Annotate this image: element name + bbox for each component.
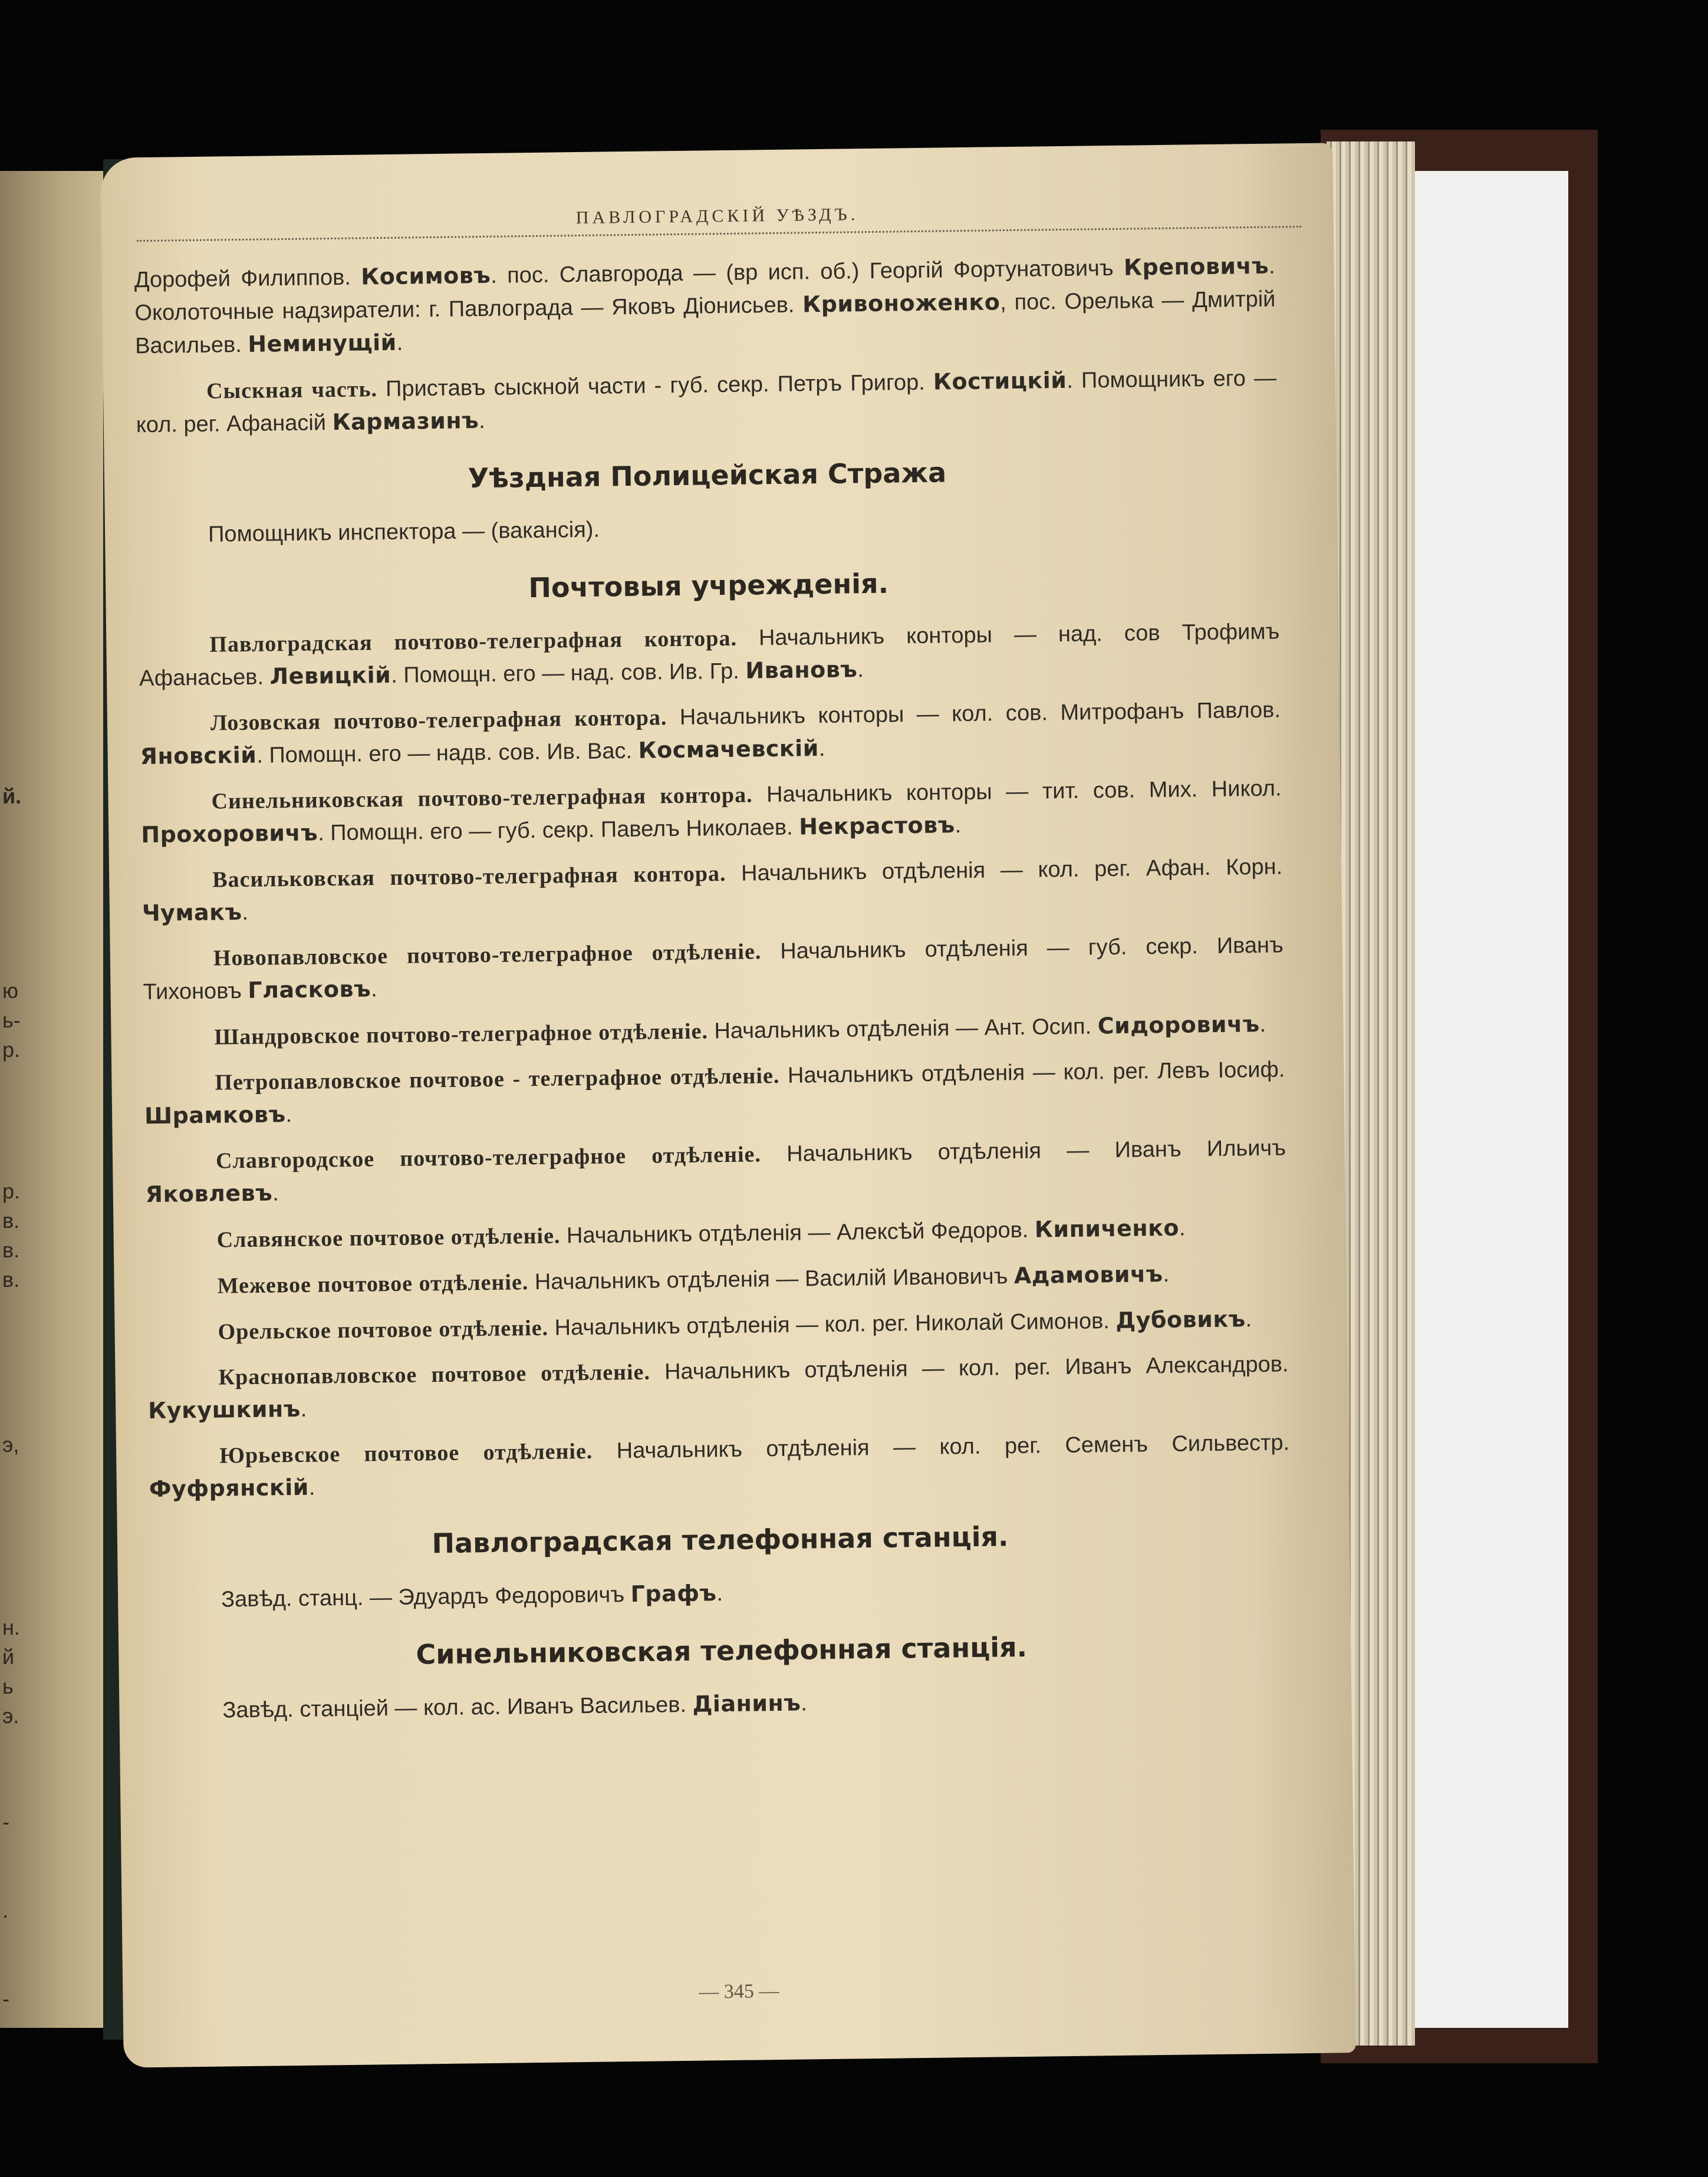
- entry-title: Лозовская почтово-телеграфная контора.: [210, 705, 667, 736]
- surname: Кукушкинъ: [147, 1395, 301, 1424]
- left-page-fragment: й: [2, 1645, 15, 1669]
- surname: Адамовичъ: [1013, 1261, 1163, 1289]
- entry-title: Славянское почтовое отдѣленіе.: [216, 1223, 561, 1253]
- surname: Некрастовъ: [798, 812, 955, 840]
- right-page: [100, 143, 1355, 2067]
- post-office-entry: Петропавловское почтовое - телеграфное отдѣленіе. Начальникъ отдѣленія — кол. рег. Левъ Іосиф. Шрамковъ.: [144, 1057, 1285, 1129]
- surname: Графъ: [630, 1580, 717, 1608]
- left-page-fragment: э.: [2, 1704, 19, 1728]
- post-office-entry: Синельниковская почтово-телеграфная контора. Начальникъ конторы — тит. сов. Мих. Никол. Прохоровичъ. Помощн. его — губ. секр. Павелъ Николаев. Некрастовъ.: [141, 776, 1282, 848]
- post-office-entry: Славгородское почтово-телеграфное отдѣленіе. Начальникъ отдѣленія — Иванъ Ильичъ Яковлевъ.: [145, 1135, 1286, 1208]
- post-office-entry: Новопавловское почтово-телеграфное отдѣленіе. Начальникъ отдѣленія — губ. секр. Иванъ Тихоновъ Гласковъ.: [143, 933, 1284, 1005]
- section-heading: Уѣздная Полицейская Стража: [468, 456, 947, 495]
- page-content: [134, 250, 1292, 1741]
- surname: Дубовикъ: [1115, 1306, 1246, 1333]
- post-office-entry: Межевое почтовое отдѣленіе. Начальникъ отдѣленія — Василій Ивановичъ Адамовичъ.: [217, 1261, 1170, 1299]
- left-page-fragment: н.: [2, 1615, 20, 1639]
- entry-title: Петропавловское почтовое - телеграфное отдѣленіе.: [215, 1063, 780, 1095]
- surname: Діанинъ: [692, 1689, 801, 1717]
- post-office-entry: Лозовская почтово-телеграфная контора. Начальникъ конторы — кол. сов. Митрофанъ Павлов. Яновскій. Помощн. его — надв. сов. Ив. Вас. Космачевскій.: [140, 697, 1281, 770]
- left-page-fragment: э,: [2, 1432, 19, 1457]
- left-page: [0, 171, 109, 2028]
- left-page-fragment: в.: [2, 1208, 20, 1233]
- surname: Левицкій: [269, 661, 391, 690]
- entry-title: Новопавловское почтово-телеграфное отдѣленіе.: [213, 939, 762, 971]
- entry-title: Славгородское почтово-телеграфное отдѣленіе.: [215, 1142, 762, 1174]
- surname: Фуфрянскій: [149, 1474, 310, 1503]
- left-page-fragment: й.: [2, 784, 22, 808]
- telephone-paragraph: Завѣд. станц. — Эдуардъ Федоровичъ Графъ.: [221, 1580, 723, 1612]
- left-page-fragment: в.: [2, 1238, 20, 1262]
- surname: Кармазинъ: [332, 407, 479, 436]
- guard-paragraph: Помощникъ инспектора — (вакансія).: [208, 517, 600, 547]
- surname: Сидоровичъ: [1097, 1010, 1260, 1039]
- left-page-fragment: -: [2, 1987, 9, 2011]
- left-page-fragment: р.: [2, 1179, 21, 1203]
- surname: Яновскій: [140, 742, 257, 770]
- left-page-fragment: .: [2, 1898, 9, 1922]
- surname: Кривоноженко: [802, 289, 1001, 318]
- surname: Шрамковъ: [144, 1101, 286, 1129]
- entry-title: Орельское почтовое отдѣленіе.: [218, 1315, 549, 1345]
- surname: Чумакъ: [141, 899, 242, 927]
- entry-title: Синельниковская почтово-телеграфная контора.: [211, 782, 753, 814]
- entry-title: Васильковская почтово-телеграфная контора.: [212, 861, 726, 892]
- post-office-entry: Васильковская почтово-телеграфная контора. Начальникъ отдѣленія — кол. рег. Афан. Корн. Чумакъ.: [141, 854, 1283, 927]
- surname: Ивановъ: [745, 656, 858, 684]
- entry-title: Межевое почтовое отдѣленіе.: [217, 1270, 529, 1299]
- entry-title: Павлоградская почтово-телеграфная контора.: [209, 625, 738, 657]
- surname: Космачевскій: [638, 735, 820, 763]
- section-heading: Синельниковская телефонная станція.: [416, 1631, 1028, 1671]
- left-page-fragment: ь: [2, 1674, 14, 1698]
- post-office-entry: Славянское почтовое отдѣленіе. Начальникъ отдѣленія — Алексѣй Федоров. Кипиченко.: [216, 1214, 1186, 1253]
- white-backing-sheet: [1409, 171, 1568, 2028]
- entry-title: Юрьевское почтовое отдѣленіе.: [219, 1438, 593, 1468]
- entry-title: Сыскная часть.: [206, 377, 378, 404]
- left-page-fragment: ю: [2, 979, 18, 1003]
- left-page-fragment: в.: [2, 1267, 20, 1292]
- post-office-entry: Юрьевское почтовое отдѣленіе. Начальникъ отдѣленія — кол. рег. Семенъ Сильвестр. Фуфрянскій.: [149, 1430, 1290, 1503]
- surname: Костицкій: [933, 367, 1067, 395]
- post-office-entry: Краснопавловское почтовое отдѣленіе. Начальникъ отдѣленія — кол. рег. Иванъ Александров. Кукушкинъ.: [147, 1352, 1289, 1424]
- running-header: ПАВЛОГРАДСКІЙ УѢЗДЪ.: [575, 205, 859, 228]
- section-heading: Почтовыя учрежденія.: [528, 567, 889, 604]
- intro-paragraph: Дорофей Филиппов. Косимовъ. пос. Славгорода — (вр исп. об.) Георгій Фортунатовичъ Креповичъ. Околоточные надзиратели: г. Павлограда — Яковъ Діонисьев. Кривоноженко, пос. Орелька — Дмитрій Васильев. Неминущій.: [134, 252, 1276, 359]
- entry-title: Шандровское почтово-телеграфное отдѣленіе.: [214, 1019, 709, 1050]
- surname: Неминущій: [248, 329, 397, 357]
- section-heading: Павлоградская телефонная станція.: [432, 1520, 1009, 1560]
- surname: Гласковъ: [248, 976, 371, 1003]
- surname: Кипиченко: [1034, 1214, 1180, 1243]
- left-page-fragment: р.: [2, 1038, 21, 1062]
- telephone-paragraph: Завѣд. станцiей — кол. ас. Иванъ Васильев. Діанинъ.: [222, 1689, 808, 1723]
- post-office-entry: Орельское почтовое отдѣленіе. Начальникъ отдѣленія — кол. рег. Николай Симонов. Дубовикъ.: [218, 1306, 1252, 1345]
- page-number: — 345 —: [699, 1980, 779, 2003]
- surname: Яковлевъ: [145, 1180, 273, 1208]
- post-office-entry: Шандровское почтово-телеграфное отдѣленіе. Начальникъ отдѣленія — Ант. Осип. Сидоровичъ.: [214, 1010, 1266, 1050]
- entry-title: Краснопавловское почтовое отдѣленіе.: [218, 1359, 651, 1390]
- surname: Косимовъ: [360, 262, 491, 290]
- detective-paragraph: Сыскная часть. Приставъ сыскной части - губ. секр. Петръ Григор. Костицкій. Помощникъ его — кол. рег. Афанасій Кармазинъ.: [136, 365, 1277, 438]
- post-office-entry: Павлоградская почтово-телеграфная контора. Начальникъ конторы — над. сов Трофимъ Афанасьев. Левицкій. Помощн. его — над. сов. Ив. Гр. Ивановъ.: [139, 619, 1280, 691]
- post-offices-list: [139, 616, 1290, 1507]
- left-page-fragment: ь-: [2, 1008, 21, 1032]
- surname: Креповичъ: [1123, 252, 1269, 281]
- left-page-fragment: -: [2, 1810, 9, 1834]
- surname: Прохоровичъ: [141, 819, 318, 848]
